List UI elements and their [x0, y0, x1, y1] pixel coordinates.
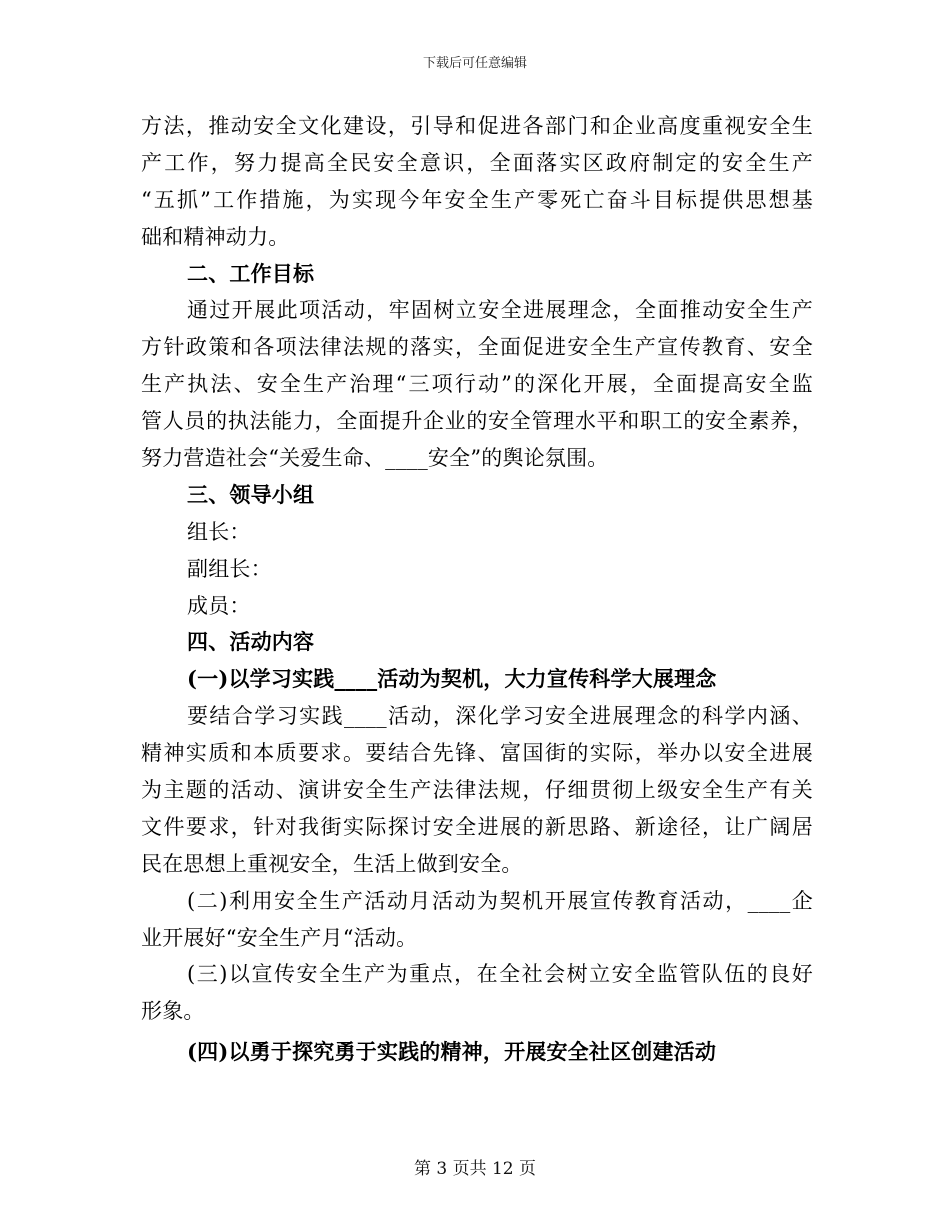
paragraph-line: 通过开展此项活动，牢固树立安全进展理念，全面推动安全生产 [187, 298, 813, 323]
page-number: 第 3 页共 12 页 [413, 1159, 537, 1179]
paragraph-line: 业开展好“安全生产月“活动。 [141, 925, 418, 950]
section-heading-activities: 四、活动内容 [187, 629, 315, 655]
deputy-leader-field: 副组长： [187, 556, 272, 581]
subheading-4: (四)以勇于探究勇于实践的精神，开展安全社区创建活动 [187, 1039, 717, 1065]
document-body [141, 108, 813, 1071]
paragraph-line: 管人员的执法能力，全面提升企业的安全管理水平和职工的安全素养， [141, 409, 813, 434]
subheading-3: (三)以宣传安全生产为重点，在全社会树立安全监管队伍的良好 [187, 962, 813, 987]
page-header: 下载后可任意编辑 [422, 56, 527, 71]
section-heading-leadership: 三、领导小组 [187, 481, 315, 507]
paragraph-line: 方法，推动安全文化建设，引导和促进各部门和企业高度重视安全生 [141, 114, 813, 138]
members-field: 成员： [187, 593, 251, 618]
subheading-1: (一)以学习实践____活动为契机，大力宣传科学大展理念 [187, 666, 717, 692]
paragraph-line: 为主题的活动、演讲安全生产法律法规，仔细贯彻上级安全生产有关 [141, 778, 813, 803]
paragraph-line: 础和精神动力。 [141, 224, 290, 249]
paragraph-line: “五抓”工作措施，为实现今年安全生产零死亡奋斗目标提供思想基 [141, 187, 813, 212]
paragraph-line: 方针政策和各项法律法规的落实，全面促进安全生产宣传教育、安全 [141, 335, 813, 360]
leader-field: 组长： [187, 519, 251, 544]
paragraph-line: 生产执法、安全生产治理“三项行动”的深化开展，全面提高安全监 [141, 372, 813, 397]
paragraph-line: 民在思想上重视安全，生活上做到安全。 [141, 851, 523, 876]
paragraph-line: 要结合学习实践____活动，深化学习安全进展理念的科学内涵、 [187, 704, 813, 729]
subheading-2: (二)利用安全生产活动月活动为契机开展宣传教育活动，____企 [187, 888, 813, 913]
paragraph-line: 精神实质和本质要求。要结合先锋、富国街的实际，举办以安全进展 [141, 741, 813, 766]
paragraph-line: 文件要求，针对我街实际探讨安全进展的新思路、新途径，让广阔居 [141, 814, 813, 839]
paragraph-line: 产工作，努力提高全民安全意识，全面落实区政府制定的安全生产 [141, 150, 813, 175]
paragraph-line: 努力营造社会“关爱生命、____安全”的舆论氛围。 [141, 446, 609, 471]
section-heading-goals: 二、工作目标 [187, 260, 315, 286]
paragraph-line: 形象。 [141, 999, 205, 1024]
